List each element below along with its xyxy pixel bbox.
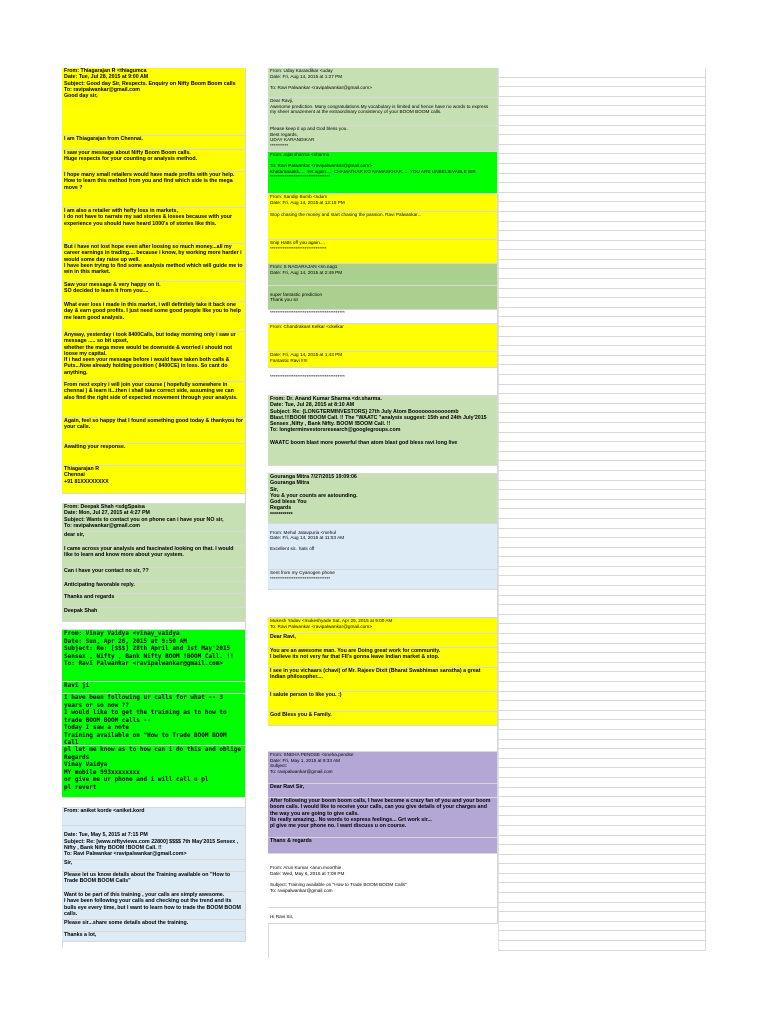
empty-cell[interactable] — [498, 481, 706, 491]
empty-cell[interactable] — [498, 883, 706, 893]
left-email-cell[interactable]: I hope many small retailers would have made profits with your help. How to learn this method from you and find which side is the mega move ? — [62, 172, 246, 208]
empty-cell[interactable] — [498, 308, 706, 318]
empty-cell[interactable] — [498, 576, 706, 586]
empty-cell[interactable] — [498, 68, 706, 78]
empty-cell[interactable] — [498, 452, 706, 462]
empty-cell[interactable] — [498, 788, 706, 798]
right-email-cell[interactable] — [268, 466, 498, 474]
empty-cell[interactable] — [498, 404, 706, 414]
empty-cell[interactable] — [498, 375, 706, 385]
empty-cell[interactable] — [498, 548, 706, 558]
right-email-cell[interactable]: After following your boom boom calls, I have become a crazy fan of you and your boom boom calls. I would like to receive your calls, can you give details of your charges and the way you are going to give calls. Its really amazing.. No words to express feelings... Grt work sir... pl give me your phone no. I want discuss u on course. — [268, 798, 498, 838]
empty-cell[interactable] — [498, 519, 706, 529]
left-email-cell[interactable] — [62, 798, 246, 808]
empty-cell[interactable] — [498, 903, 706, 913]
right-email-cell[interactable]: From: Arun Kumar <arun.moorthie Date: Wed, May 6, 2015 at 7:08 PM Subject: Training available on "How to Trade BOOM BOOM Calls" To: ravipalwankar@gmail.com — [268, 854, 498, 908]
empty-column — [498, 68, 706, 951]
right-email-cell[interactable] — [268, 590, 498, 618]
right-email-cell[interactable]: I salute person to like you. :) — [268, 692, 498, 712]
empty-cell[interactable] — [498, 941, 706, 951]
left-email-cell[interactable]: Deepak Shah — [62, 608, 246, 622]
empty-cell[interactable] — [498, 231, 706, 241]
empty-cell[interactable] — [498, 567, 706, 577]
left-email-cell[interactable]: Thanks and regards — [62, 594, 246, 608]
left-email-cell[interactable] — [62, 622, 246, 630]
empty-cell[interactable] — [498, 461, 706, 471]
left-email-cell[interactable]: Ravi ji — [62, 682, 246, 694]
right-email-cell[interactable]: super fantastic prediction Thank you sir — [268, 286, 498, 310]
empty-cell[interactable] — [498, 78, 706, 88]
empty-cell[interactable] — [498, 289, 706, 299]
right-email-cell[interactable]: Sent from my Cyanogen phone ********************************* — [268, 570, 498, 590]
empty-cell[interactable] — [498, 778, 706, 788]
right-email-cell[interactable]: Snip Hatts off you again.... ******************************* — [268, 240, 498, 264]
empty-cell[interactable] — [498, 529, 706, 539]
right-email-cell[interactable]: You are an awesome man. You are Doing great work for community. I believe its not very far that FII's gonna leave Indian market & stop. — [268, 648, 498, 668]
right-email-cell[interactable]: God Bless you & Family. — [268, 712, 498, 726]
empty-cell[interactable] — [498, 442, 706, 452]
empty-cell[interactable] — [498, 212, 706, 222]
right-email-cell[interactable]: From: SNEHA PENDSE <sneha.pendse Date: Fri, May 1, 2015 at 9:33 AM Subject: To: ravipalwankar@gmail.com — [268, 752, 498, 784]
left-email-cell[interactable]: Thiagarajan R Chennai +91 81XXXXXXXX — [62, 466, 246, 494]
empty-cell[interactable] — [498, 164, 706, 174]
empty-cell[interactable] — [498, 202, 706, 212]
empty-cell[interactable] — [498, 586, 706, 596]
right-email-cell[interactable] — [268, 726, 498, 752]
left-email-cell[interactable]: What ever loss i made in this market, i will definitely take it back one day & earn good profits. I just need some good people like you to help me learn good analysis. — [62, 302, 246, 332]
empty-cell[interactable] — [498, 644, 706, 654]
empty-cell[interactable] — [498, 365, 706, 375]
empty-cell[interactable] — [498, 87, 706, 97]
empty-cell[interactable] — [498, 634, 706, 644]
right-email-cell[interactable]: From: rajat sharma <sharma To: Ravi Palwankar <ravipalwankar@gmail.com> Khatarnaaakk..... Yet again..... CHAMATKAR KO NAMASKHAR..... YOU ARE UNBELIEVABLE SIR ********************************* — [268, 152, 498, 194]
left-email-cell[interactable]: Thanks a lot, — [62, 932, 246, 942]
right-email-cell[interactable]: I see in you vichaars (chavi) of Mr. Rajeev Dixit (Bharat Swabhiman sanstha) a great Indian philosopher.... — [268, 668, 498, 692]
empty-cell[interactable] — [498, 816, 706, 826]
empty-cell[interactable] — [498, 394, 706, 404]
empty-cell[interactable] — [498, 912, 706, 922]
empty-cell[interactable] — [498, 845, 706, 855]
right-email-cell[interactable]: Dear Ravi, — [268, 634, 498, 648]
empty-cell[interactable] — [498, 193, 706, 203]
left-email-cell[interactable]: From: Deepak Shah <sdgSpaisa Date: Mon, Jul 27, 2015 at 4:27 PM Subject: Wants to contact you on phone can i have your NO sir, To: ravipalwankar@gmail.com — [62, 504, 246, 532]
right-email-cell[interactable]: Stop chasing the money and start chasing the passion. Ravi Palwankar... — [268, 212, 498, 240]
empty-cell[interactable] — [498, 557, 706, 567]
empty-cell[interactable] — [498, 624, 706, 634]
empty-cell[interactable] — [498, 730, 706, 740]
empty-cell[interactable] — [498, 135, 706, 145]
left-email-cell[interactable]: Can i have your contact no sir, ?? — [62, 568, 246, 582]
empty-cell[interactable] — [498, 97, 706, 107]
empty-cell[interactable] — [498, 893, 706, 903]
right-email-cell[interactable]: Date: Fri, Aug 14, 2015 at 1:43 PM Fantastic Ravi !!!!! — [268, 352, 498, 368]
empty-cell[interactable] — [498, 931, 706, 941]
empty-cell[interactable] — [498, 298, 706, 308]
right-email-cell[interactable]: From: Dr. Anand Kumar Sharma <dr.sharma. Date: Tue, Jul 28, 2015 at 8:10 AM Subject: Re: {LONGTERMINVESTORS} 27th July Atom Boooooooooooomb Blast.!!!BOOM !BOOM Call. !! The "WAATC "analysis suggest: 15th and 24th July'2015 Sensex ,Nifty , Bank Nifty. BOOM !BOOM Call. !! To: longterminvestorsresearch@googlegroups.com WAATC boom blast more powerful than atom blast god bless ravi long live — [268, 396, 498, 466]
left-email-cell[interactable]: From next expiry i will join your course ( hopefully somewhere in chennai ) & learn it...then i shall take correct side, assuming we can also find the right side of expected movement through your analysis. — [62, 382, 246, 418]
left-email-cell[interactable]: I saw your message about Nifty Boom Boom calls. Huge respects for your counting or analysis method. — [62, 150, 246, 172]
empty-cell[interactable] — [498, 682, 706, 692]
empty-cell[interactable] — [498, 826, 706, 836]
right-email-cell[interactable]: ***************************************** — [268, 368, 498, 396]
empty-cell[interactable] — [498, 538, 706, 548]
empty-cell[interactable] — [498, 269, 706, 279]
left-email-cell[interactable]: Anticipating favorable reply. — [62, 582, 246, 594]
left-email-cell[interactable]: Please sir...share some details about the training. — [62, 920, 246, 932]
empty-cell[interactable] — [498, 615, 706, 625]
empty-cell[interactable] — [498, 106, 706, 116]
empty-cell[interactable] — [498, 855, 706, 865]
empty-cell[interactable] — [498, 663, 706, 673]
empty-cell[interactable] — [498, 864, 706, 874]
left-email-cell[interactable]: I have been following ur calls for what -- 3 years or so now ?? I would like to get the training as to how to trade BOOM BOOM calls -- Today I saw a note Training available on "How to Trade BOOM BOOM Call — [62, 694, 246, 746]
right-email-cell[interactable]: Dear Ravji, Awesome prediction. Many congratulations.My vocabulary is limited and hence have no words to express my sheer amazement at the extraordinary consistency of your BOOM BOOM calls. — [268, 98, 498, 126]
empty-cell[interactable] — [498, 154, 706, 164]
empty-cell[interactable] — [498, 423, 706, 433]
left-email-cell[interactable]: Again, feel so happy that I found something good today & thankyou for your calls. — [62, 418, 246, 444]
left-email-cell[interactable] — [62, 494, 246, 504]
left-email-cell[interactable]: pl let me know as to how can i do this and oblige Regards Vinay Vaidya MY mobile 993xxxxxxxx or give me ur phone and i will call u pl pl revert — [62, 746, 246, 798]
empty-cell[interactable] — [498, 356, 706, 366]
left-email-cell[interactable]: Anyway, yesterday i took 8400Calls, but today morning only i saw ur message ..... so bit upset, whether the mega move would be downside & worried i should not loose my capital. If i had seen your message before i would have taken both calls & Puts...Now already holding position ( 8400CE) in loss. So cant do anything. — [62, 332, 246, 382]
left-email-cell[interactable]: Saw your message & very happy on it. SO decided to learn it from you.... — [62, 282, 246, 302]
empty-cell[interactable] — [498, 490, 706, 500]
empty-cell[interactable] — [498, 241, 706, 251]
right-email-cell[interactable]: From: S NAGARAJAN <sn.nag1 Date: Fri, Aug 14, 2015 at 2:49 PM — [268, 264, 498, 286]
right-email-cell[interactable]: Hi Ravi Sir, — [268, 908, 498, 924]
empty-cell[interactable] — [498, 385, 706, 395]
email-column-left — [62, 68, 246, 942]
left-email-cell[interactable]: From: Thiagarajan R <thiagumca Date: Tue, Jul 28, 2015 at 9:00 AM Subject: Good day Sir, Respects. Enquiry on Nifty Boom Boom calls To: ravipalwankar@gmail.com Good day sir, — [62, 68, 246, 136]
empty-cell[interactable] — [498, 797, 706, 807]
empty-cell[interactable] — [498, 337, 706, 347]
left-email-cell[interactable]: From: aniket korde <aniket.kord — [62, 808, 246, 826]
left-email-cell[interactable]: Want to be part of this training , your calls are simply awesome. I have been following your calls and checking out the trend and its bulls eye every time, but I want to learn how to trade the BOOM BOOM calls. — [62, 892, 246, 920]
left-email-cell[interactable]: From: Vinay Vaidya <vinay_vaidya Date: Sun, Apr 26, 2015 at 9:50 AM Subject: Re: [$$$] 28th April and 1st May'2015 Sensex , Nifty , Bank Nifty BOOM !BOOM Call. !! To: Ravi Palwankar <ravipalwankar@gmail.com> — [62, 630, 246, 682]
email-column-right — [268, 68, 498, 924]
empty-cell[interactable] — [498, 740, 706, 750]
empty-cell[interactable] — [498, 749, 706, 759]
empty-cell[interactable] — [498, 692, 706, 702]
empty-cell[interactable] — [498, 471, 706, 481]
empty-cell[interactable] — [498, 653, 706, 663]
empty-cell[interactable] — [498, 183, 706, 193]
empty-cell[interactable] — [498, 250, 706, 260]
empty-cell[interactable] — [498, 126, 706, 136]
right-email-cell[interactable]: From: Mehul Jatavpuria <mehul Date: Fri, Aug 14, 2015 at 11:53 AM Excellent sir.. hats off — [268, 524, 498, 570]
empty-cell[interactable] — [498, 317, 706, 327]
right-email-cell[interactable]: Mukesh Yadav <mukeshyade Sat, Apr 25, 2015 at 9:00 AM To: Ravi Palwankar <ravipalwankar@gmail.com> — [268, 618, 498, 634]
left-email-cell[interactable]: I am also a retailer with hefty loss in markets, I do not have to narrate my sad stories & losses because with your experience you should have heard 1000's of stories like this. — [62, 208, 246, 244]
right-email-cell[interactable]: From: Chandrakant Kelkar <ckelkar — [268, 324, 498, 352]
left-email-cell[interactable]: Sir, — [62, 860, 246, 872]
empty-cell[interactable] — [498, 759, 706, 769]
right-email-cell[interactable]: ***************************************** — [268, 310, 498, 324]
empty-cell[interactable] — [498, 720, 706, 730]
left-email-cell[interactable]: Awaiting your response. — [62, 444, 246, 466]
right-email-cell[interactable]: Please keep it up and God bless you. Best regards, UDAY KARANDIKAR ********** — [268, 126, 498, 152]
empty-cell[interactable] — [498, 509, 706, 519]
right-email-cell[interactable]: Dear Ravi Sir, — [268, 784, 498, 798]
empty-cell[interactable] — [498, 327, 706, 337]
empty-cell[interactable] — [498, 500, 706, 510]
empty-cell[interactable] — [498, 413, 706, 423]
empty-cell[interactable] — [498, 701, 706, 711]
empty-cell[interactable] — [498, 874, 706, 884]
empty-cell[interactable] — [498, 922, 706, 932]
right-email-cell[interactable]: Gouranga Mitra 7/27/2015 19:09:06 Gouranga Mitra Sir, You & your counts are astounding. God bless You Regards *********** — [268, 474, 498, 524]
empty-cell[interactable] — [498, 605, 706, 615]
empty-cell[interactable] — [498, 768, 706, 778]
empty-cell[interactable] — [498, 279, 706, 289]
right-email-cell[interactable]: From: Uday Karandikar <uday Date: Fri, Aug 14, 2015 at 1:27 PM To: Ravi Palwankar <ravipalwankar@gmail.com> — [268, 68, 498, 98]
left-email-cell[interactable]: But i have not lost hope even after loosing so much money...all my career earnings in trading.... because i know, by working more harder i would some day raise up well. I have been trying to find some analysis method which will guide me to win in this market. — [62, 244, 246, 282]
left-email-cell[interactable]: I came across your analysis and fascinated looking on that. I would like to learn and know more about your system. — [62, 546, 246, 568]
empty-cell[interactable] — [498, 222, 706, 232]
empty-cell[interactable] — [498, 836, 706, 846]
empty-cell[interactable] — [498, 596, 706, 606]
empty-cell[interactable] — [498, 346, 706, 356]
left-email-cell[interactable]: Date: Tue, May 5, 2015 at 7:15 PM Subject: Re: [www.niftyviews.com 22800] $$$$ 7th May'2015 Sensex , Nifty , Bank Nifty BOOM !BOOM Call. !! To: Ravi Palwankar <ravipalwankar@gmail.com> — [62, 826, 246, 860]
left-email-cell[interactable]: I am Thiagarajan from Chennai. — [62, 136, 246, 150]
empty-cell[interactable] — [498, 260, 706, 270]
left-email-cell[interactable]: Please let us know details about the Training available on "How to Trade BOOM BOOM Calls" — [62, 872, 246, 892]
right-email-cell[interactable]: Thanx & regards — [268, 838, 498, 854]
empty-cell[interactable] — [498, 807, 706, 817]
empty-cell[interactable] — [498, 672, 706, 682]
empty-cell[interactable] — [498, 145, 706, 155]
right-email-cell[interactable]: From: Sandip Bumb <sdum Date: Fri, Aug 14, 2015 at 12:15 PM — [268, 194, 498, 212]
empty-cell[interactable] — [498, 174, 706, 184]
left-email-cell[interactable]: dear sir, — [62, 532, 246, 546]
empty-cell[interactable] — [498, 433, 706, 443]
empty-cell[interactable] — [498, 711, 706, 721]
empty-cell[interactable] — [498, 116, 706, 126]
